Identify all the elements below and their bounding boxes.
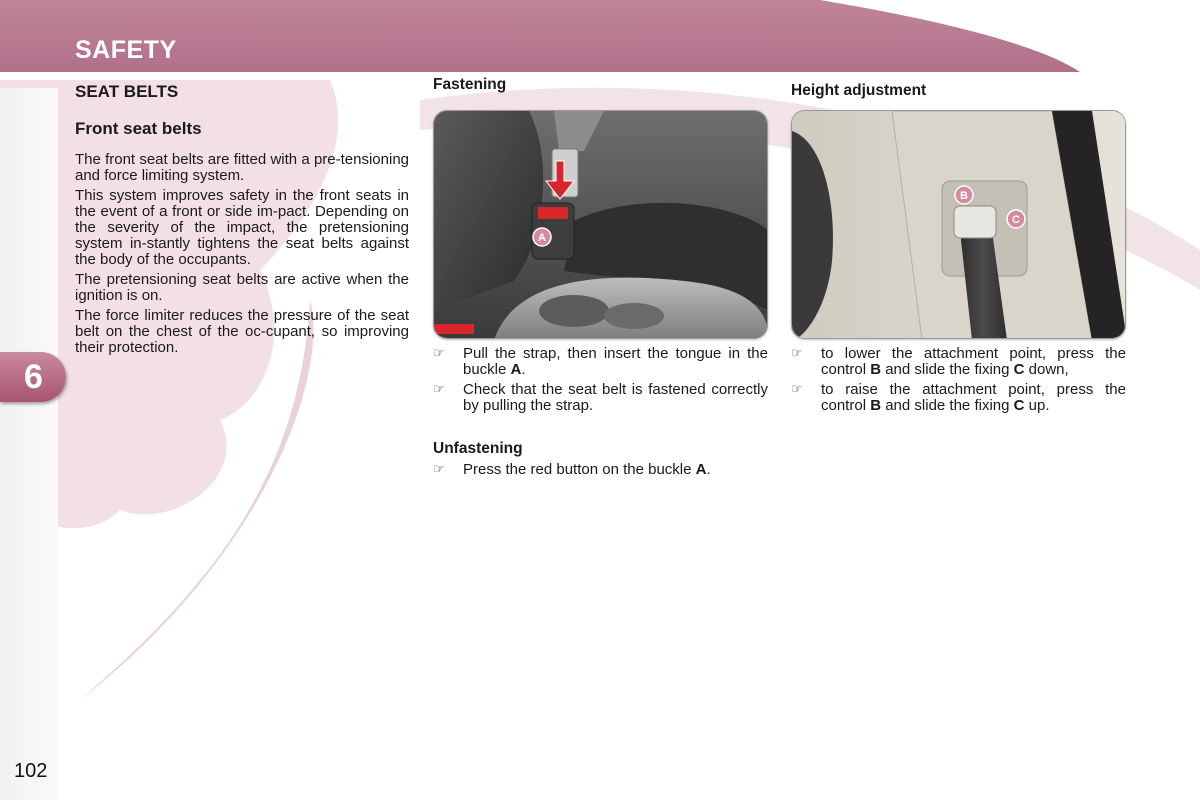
label-a: A [538,232,546,244]
list-item: ☞ to raise the attachment point, press the control B and slide the fixing C up. [791,381,1126,414]
paragraph: The pretensioning seat belts are active when the ignition is on. [75,271,409,304]
list-item: ☞ Pull the strap, then insert the tongue in the buckle A. [433,345,768,378]
label-c: C [1012,214,1020,226]
unfastening-title: Unfastening [433,440,523,457]
height-adjustment-list [791,346,1126,414]
height-adjustment-title: Height adjustment [791,82,927,99]
list-item: ☞ Press the red button on the buckle A. [433,461,711,478]
unfastening-list [433,462,768,478]
left-margin-strip [0,88,58,800]
chapter-number: 6 [24,358,43,396]
hand-pointer-icon: ☞ [433,381,445,396]
seat-belts-section [75,82,409,360]
list-item: ☞ Check that the seat belt is fastened correctly by pulling the strap. [433,381,768,414]
list-item: ☞ to lower the attachment point, press the control B and slide the fixing C down, [791,345,1126,378]
red-release-button [538,207,568,219]
fastening-section [433,76,768,482]
section-title: SEAT BELTS [75,82,179,101]
fastening-list [433,346,768,414]
page-number: 102 [14,760,48,782]
paragraph: The front seat belts are fitted with a pre-tensioning and force limiting system. [75,151,409,184]
paragraph: This system improves safety in the front seats in the event of a front or side im-pact. Depending on the severity of the impact, the pretensioning system in-stantly tightens the seat belts against the body of the occupants. [75,187,409,268]
hand-pointer-icon: ☞ [791,345,803,360]
fastening-title: Fastening [433,76,507,93]
height-adjuster-photo [791,110,1126,339]
hand-pointer-icon: ☞ [791,381,803,396]
belt-anchor-shape [954,206,996,238]
buckle-photo [433,110,768,339]
paragraph: The force limiter reduces the pressure of the seat belt on the chest of the oc-cupant, so improving their protection. [75,307,409,356]
page-title: SAFETY [75,36,177,64]
hand-pointer-icon: ☞ [433,461,445,476]
subsection-title: Front seat belts [75,119,202,138]
label-b: B [960,190,968,202]
height-adjustment-section [791,82,1126,418]
hand-pointer-icon: ☞ [433,345,445,360]
